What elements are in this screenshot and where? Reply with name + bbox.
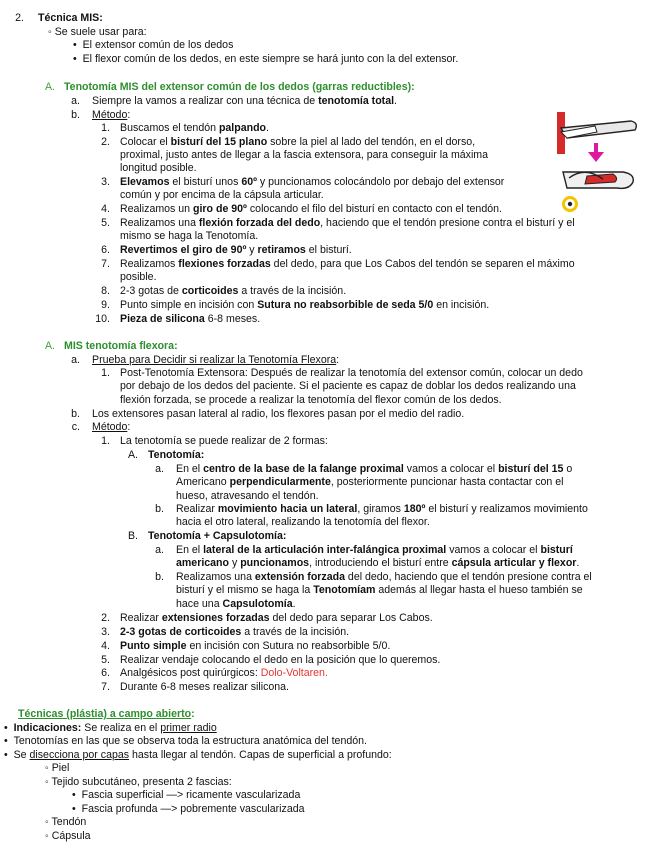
subsection-title: MIS tenotomía flexora: bbox=[64, 340, 178, 352]
list-marker: 2. bbox=[101, 612, 110, 624]
list-item: ◦ Cápsula bbox=[45, 830, 91, 842]
open-techniques-title: Técnicas (plástia) a campo abierto: bbox=[18, 708, 195, 720]
list-marker: 1. bbox=[101, 435, 110, 447]
step-text: Durante 6-8 meses realizar silicona. bbox=[120, 681, 289, 693]
list-marker: 6. bbox=[101, 667, 110, 679]
list-marker: 10. bbox=[95, 313, 110, 325]
step-text: La tenotomía se puede realizar de 2 formas: bbox=[120, 435, 328, 447]
list-marker: 3. bbox=[101, 176, 110, 188]
step-text: Analgésicos post quirúrgicos: Dolo-Voltaren. bbox=[120, 667, 328, 679]
step-text: Colocar el bisturí del 15 plano sobre la piel al lado del tendón, en el dorso, bbox=[120, 136, 476, 148]
list-item: • Indicaciones: Se realiza en el primer radio bbox=[4, 722, 217, 734]
list-item: ◦ Se suele usar para: bbox=[48, 26, 147, 38]
step-text: proximal, justo antes de llegar a la fascia extensora, para conseguir la máxima bbox=[120, 149, 489, 161]
list-marker: 5. bbox=[101, 217, 110, 229]
step-text: Realizar extensiones forzadas del dedo para separar Los Cabos. bbox=[120, 612, 433, 624]
list-item: • Fascia superficial —> ricamente vascularizada bbox=[72, 789, 301, 801]
step-text: En el lateral de la articulación inter-falángica proximal vamos a colocar el bisturí bbox=[176, 544, 573, 556]
step-text: Post-Tenotomía Extensora: Después de realizar la tenotomía del extensor común, colocar un dedo bbox=[120, 367, 583, 379]
list-marker: a. bbox=[155, 544, 164, 556]
list-marker: b. bbox=[71, 408, 80, 420]
finger-scalpel-icon bbox=[563, 172, 633, 211]
step-text: Realizamos una flexión forzada del dedo, haciendo que el tendón presione contra el bisturí y el bbox=[120, 217, 575, 229]
list-marker: b. bbox=[71, 109, 80, 121]
step-text: posible. bbox=[120, 271, 157, 283]
step-text: En el centro de la base de la falange proximal vamos a colocar el bisturí del 15 o bbox=[176, 463, 573, 475]
step-text: Buscamos el tendón palpando. bbox=[120, 122, 269, 134]
step-text: Realizar movimiento hacia un lateral, giramos 180º el bisturí y realizamos movimiento bbox=[176, 503, 588, 515]
step-text: común y por encima de la cápsula articular. bbox=[120, 189, 324, 201]
step-text: por debajo de los dedos del paciente. Si el paciente es capaz de doblar los dedos realizando una bbox=[120, 380, 576, 392]
step-text: hueso, atravesando el tendón. bbox=[176, 490, 319, 502]
subsection-title: Tenotomía MIS del extensor común de los dedos (garras reductibles): bbox=[64, 81, 415, 93]
step-text: bisturí y el mismo se haga la Tenotomíam además al llegar hasta el hueso también se bbox=[176, 584, 583, 596]
list-marker: 6. bbox=[101, 244, 110, 256]
list-marker: 4. bbox=[101, 203, 110, 215]
list-item: Los extensores pasan lateral al radio, los flexores pasan por el medio del radio. bbox=[92, 408, 465, 420]
list-item: ◦ Piel bbox=[45, 762, 70, 774]
arrow-down-icon bbox=[588, 143, 604, 162]
subsection-letter: A. bbox=[44, 340, 55, 352]
list-marker: b. bbox=[155, 571, 164, 583]
list-marker: a. bbox=[155, 463, 164, 475]
list-item: • El extensor común de los dedos bbox=[73, 39, 234, 51]
step-text: Realizamos una extensión forzada del dedo, haciendo que el tendón presione contra el bbox=[176, 571, 592, 583]
step-text: Realizamos un giro de 90º colocando el filo del bisturí en contacto con el tendón. bbox=[120, 203, 502, 215]
step-text: flexión forzada, se procede a realizar la tenotomía del flexor común de los dedos. bbox=[120, 394, 502, 406]
list-marker: b. bbox=[155, 503, 164, 515]
list-item: Método: bbox=[92, 421, 131, 433]
step-text: americano y puncionamos, introduciendo el bisturí entre cápsula articular y flexor. bbox=[176, 557, 580, 569]
step-text: Realizar vendaje colocando el dedo en la posición que lo queremos. bbox=[120, 654, 441, 666]
step-text: Elevamos el bisturí unos 60º y puncionamos colocándolo por debajo del extensor bbox=[120, 176, 505, 188]
step-text: 2-3 gotas de corticoides a través de la incisión. bbox=[120, 626, 350, 638]
list-marker: 3. bbox=[101, 626, 110, 638]
tenotomy-illustration bbox=[557, 106, 639, 218]
step-text: Americano perpendicularmente, posteriormente puncionar hasta contactar con el bbox=[176, 476, 564, 488]
list-item: • Fascia profunda —> pobremente vascularizada bbox=[72, 803, 305, 815]
step-text: mismo se haga la Tenotomía. bbox=[120, 230, 259, 242]
list-marker: 9. bbox=[101, 299, 110, 311]
section-number: 2. bbox=[15, 12, 24, 24]
list-item: Prueba para Decidir si realizar la Tenotomía Flexora: bbox=[92, 354, 340, 366]
list-item: • Tenotomías en las que se observa toda la estructura anatómica del tendón. bbox=[4, 735, 367, 747]
subsection-letter: A. bbox=[44, 81, 55, 93]
step-text: Revertimos el giro de 90º y retiramos el bisturí. bbox=[120, 244, 352, 256]
list-marker: a. bbox=[71, 354, 80, 366]
step-text: 2-3 gotas de corticoides a través de la incisión. bbox=[120, 285, 347, 297]
list-marker: 1. bbox=[101, 367, 110, 379]
method-title: Tenotomía: bbox=[148, 449, 205, 461]
step-text: longitud posible. bbox=[120, 162, 197, 174]
list-marker: 1. bbox=[101, 122, 110, 134]
list-marker: 7. bbox=[101, 681, 110, 693]
section-title: Técnica MIS: bbox=[38, 12, 103, 24]
step-text: Realizamos flexiones forzadas del dedo, para que Los Cabos del tendón se separen el máximo bbox=[120, 258, 575, 270]
method-title: Tenotomía + Capsulotomía: bbox=[148, 530, 287, 542]
list-item: • Se disecciona por capas hasta llegar al tendón. Capas de superficial a profundo: bbox=[4, 749, 392, 761]
list-marker: a. bbox=[71, 95, 80, 107]
list-item: • El flexor común de los dedos, en este siempre se hará junto con la del extensor. bbox=[73, 53, 459, 65]
step-text: hace una Capsulotomía. bbox=[176, 598, 296, 610]
step-text: hacia el otro lateral, realizando la tenotomía del flexor. bbox=[176, 516, 430, 528]
list-marker: 4. bbox=[101, 640, 110, 652]
step-text: Punto simple en incisión con Sutura no reabsorbible de seda 5/0 en incisión. bbox=[120, 299, 490, 311]
list-marker: c. bbox=[71, 421, 80, 433]
list-marker: 7. bbox=[101, 258, 110, 270]
list-marker: 5. bbox=[101, 654, 110, 666]
list-item: Siempre la vamos a realizar con una técnica de tenotomía total. bbox=[92, 95, 397, 107]
list-marker: 8. bbox=[101, 285, 110, 297]
list-marker: A. bbox=[127, 449, 138, 461]
list-item: ◦ Tejido subcutáneo, presenta 2 fascias: bbox=[45, 776, 232, 788]
list-item: ◦ Tendón bbox=[45, 816, 87, 828]
step-text: Pieza de silicona 6-8 meses. bbox=[120, 313, 261, 325]
list-item: Método: bbox=[92, 109, 131, 121]
step-text: Punto simple en incisión con Sutura no reabsorbible 5/0. bbox=[120, 640, 391, 652]
list-marker: B. bbox=[127, 530, 138, 542]
list-marker: 2. bbox=[101, 136, 110, 148]
